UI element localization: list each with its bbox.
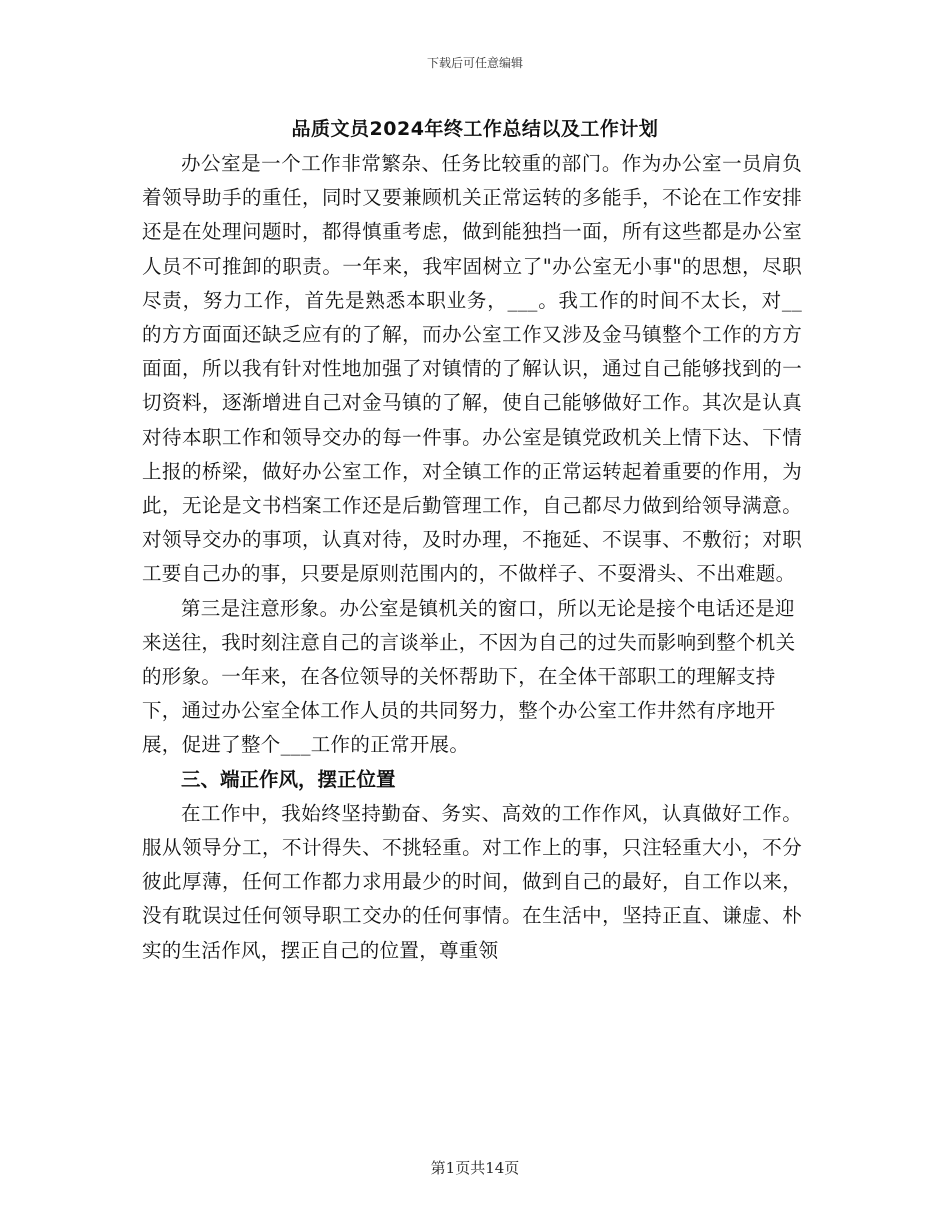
body-paragraph-3: 在工作中，我始终坚持勤奋、务实、高效的工作作风，认真做好工作。服从领导分工，不计得失、不挑轻重。对工作上的事，只注轻重大小，不分彼此厚薄，任何工作都力求用最少的时间，做到自己的最好，自工作以来，没有耽误过任何领导职工交办的任何事情。在生活中，坚持正直、谦虚、朴实的生活作风，摆正自己的位置，尊重领: [142, 801, 802, 962]
document-title: 品质文员2024年终工作总结以及工作计划: [291, 118, 659, 140]
body-paragraph-2: 第三是注意形象。办公室是镇机关的窗口，所以无论是接个电话还是迎来送往，我时刻注意自己的言谈举止，不因为自己的过失而影响到整个机关的形象。一年来，在各位领导的关怀帮助下，在全体干部职工的理解支持下，通过办公室全体工作人员的共同努力，整个办公室工作井然有序地开展，促进了整个___工作的正常开展。: [142, 596, 796, 757]
page-footer: 第1页共14页: [430, 1159, 520, 1177]
document-body: [142, 147, 802, 968]
section-heading: 三、端正作风，摆正位置: [181, 767, 396, 791]
body-paragraph-1: 办公室是一个工作非常繁杂、任务比较重的部门。作为办公室一员肩负着领导助手的重任，同时又要兼顾机关正常运转的多能手，不论在工作安排还是在处理问题时，都得慎重考虑，做到能独挡一面，所有这些都是办公室人员不可推卸的职责。一年来，我牢固树立了"办公室无小事"的思想，尽职尽责，努力工作，首先是熟悉本职业务，___。我工作的时间不太长，对__的方方面面还缺乏应有的了解，而办公室工作又涉及金马镇整个工作的方方面面，所以我有针对性地加强了对镇情的了解认识，通过自己能够找到的一切资料，逐渐增进自己对金马镇的了解，使自己能够做好工作。其次是认真对待本职工作和领导交办的每一件事。办公室是镇党政机关上情下达、下情上报的桥梁，做好办公室工作，对全镇工作的正常运转起着重要的作用，为此，无论是文书档案工作还是后勤管理工作，自己都尽力做到给领导满意。对领导交办的事项，认真对待，及时办理，不拖延、不误事、不敷衍；对职工要自己办的事，只要是原则范围内的，不做样子、不耍滑头、不出难题。: [142, 152, 802, 586]
header-note: 下载后可任意编辑: [426, 56, 523, 70]
